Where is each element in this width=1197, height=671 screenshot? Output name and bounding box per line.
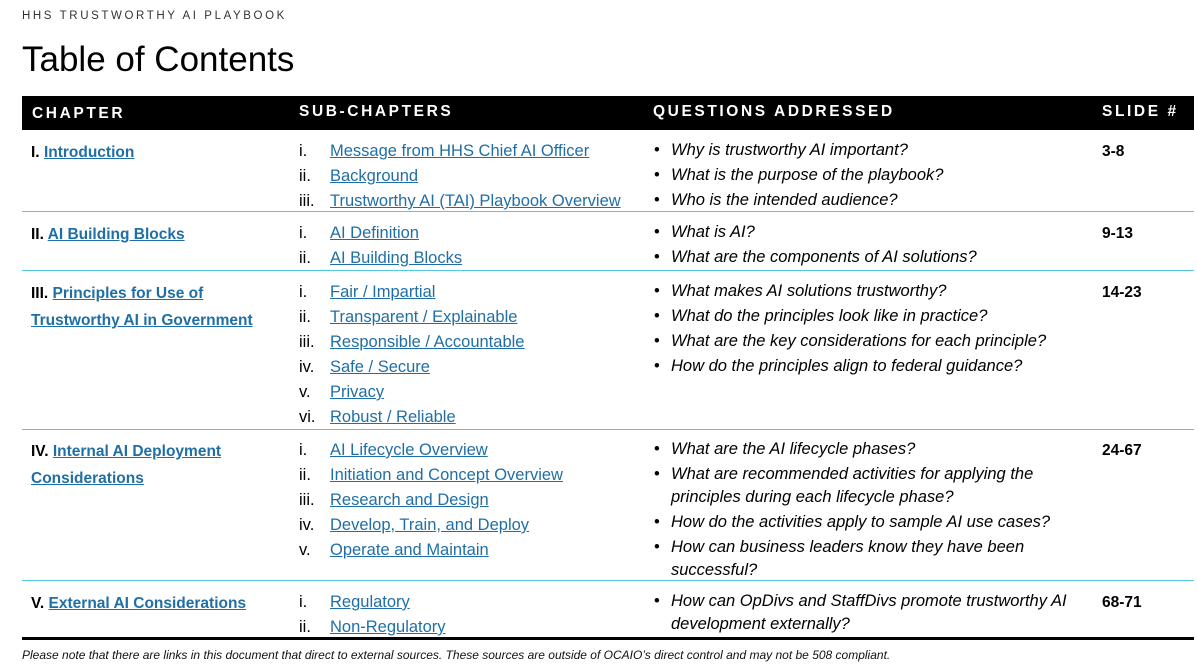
subchapter-numeral: iii. [299, 491, 315, 509]
chapter-number: I. [31, 144, 40, 161]
questions-list [652, 590, 1092, 638]
chapter-link[interactable]: Principles for Use of [52, 285, 204, 302]
subchapter-numeral: i. [299, 283, 308, 301]
subchapter-link[interactable]: Develop, Train, and Deploy [330, 516, 530, 534]
bullet-icon: • [654, 141, 660, 159]
subchapter-link[interactable]: AI Building Blocks [330, 249, 463, 267]
bullet-icon: • [654, 332, 660, 350]
chapter-cell [31, 139, 286, 166]
chapter-cell [31, 590, 286, 617]
bullet-icon: • [654, 513, 660, 531]
bullet-icon: • [654, 592, 660, 610]
table-row [22, 272, 1194, 430]
subchapter-link[interactable]: Message from HHS Chief AI Officer [330, 142, 590, 160]
subchapter-numeral: iii. [299, 192, 315, 210]
subchapter-link[interactable]: Non-Regulatory [330, 618, 446, 636]
subchapter-item [299, 355, 639, 380]
subchapter-link[interactable]: Operate and Maintain [330, 541, 489, 559]
subchapter-numeral: ii. [299, 167, 311, 185]
page-title: Table of Contents [22, 40, 295, 79]
subchapter-item [299, 405, 639, 430]
subchapter-item [299, 305, 639, 330]
bullet-icon: • [654, 440, 660, 458]
question-item [652, 305, 1092, 328]
document-kicker: HHS TRUSTWORTHY AI PLAYBOOK [22, 10, 287, 22]
slide-range: 24-67 [1102, 442, 1142, 459]
subchapter-numeral: i. [299, 441, 308, 459]
question-item [652, 590, 1092, 636]
table-row [22, 582, 1194, 637]
question-text: What are the AI lifecycle phases? [671, 440, 916, 458]
bullet-icon: • [654, 166, 660, 184]
question-text: How can business leaders know they have been successful? [671, 538, 1025, 579]
subchapter-link[interactable]: Initiation and Concept Overview [330, 466, 563, 484]
question-text: What is the purpose of the playbook? [671, 166, 944, 184]
subchapter-numeral: iv. [299, 358, 315, 376]
subchapter-link[interactable]: Responsible / Accountable [330, 333, 525, 351]
subchapter-numeral: ii. [299, 466, 311, 484]
subchapter-item [299, 513, 639, 538]
subchapter-link[interactable]: Robust / Reliable [330, 408, 456, 426]
questions-list [652, 221, 1092, 271]
question-item [652, 221, 1092, 244]
subchapter-numeral: i. [299, 224, 308, 242]
subchapter-numeral: v. [299, 383, 311, 401]
questions-list [652, 139, 1092, 214]
table-header [22, 96, 1194, 130]
question-item [652, 355, 1092, 378]
subchapter-list [299, 139, 639, 214]
bullet-icon: • [654, 282, 660, 300]
question-item [652, 139, 1092, 162]
question-text: How can OpDivs and StaffDivs promote trustworthy AI development externally? [671, 592, 1067, 633]
subchapter-numeral: vi. [299, 408, 316, 426]
slide-range: 3-8 [1102, 143, 1125, 160]
bullet-icon: • [654, 248, 660, 266]
footer-divider [22, 637, 1194, 640]
question-item [652, 511, 1092, 534]
subchapter-numeral: iii. [299, 333, 315, 351]
subchapter-link[interactable]: AI Lifecycle Overview [330, 441, 488, 459]
bullet-icon: • [654, 538, 660, 556]
column-header-chapter: CHAPTER [32, 105, 126, 122]
subchapter-link[interactable]: Safe / Secure [330, 358, 430, 376]
subchapter-item [299, 380, 639, 405]
subchapter-item [299, 189, 639, 214]
subchapter-numeral: v. [299, 541, 311, 559]
subchapter-numeral: i. [299, 142, 308, 160]
questions-list [652, 438, 1092, 584]
question-item [652, 280, 1092, 303]
question-text: Who is the intended audience? [671, 191, 898, 209]
chapter-number: V. [31, 595, 45, 612]
question-item [652, 463, 1092, 509]
subchapter-list [299, 280, 639, 430]
column-header-subchapters: SUB-CHAPTERS [299, 103, 454, 120]
bullet-icon: • [654, 191, 660, 209]
subchapter-item [299, 330, 639, 355]
footnote: Please note that there are links in this document that direct to external sources. These sources are outside of OCAIO’s direct control and may not be 508 compliant. [22, 648, 891, 662]
question-item [652, 246, 1092, 269]
table-row [22, 131, 1194, 212]
bullet-icon: • [654, 357, 660, 375]
question-text: What are recommended activities for applying the principles during each lifecycle phase? [671, 465, 1034, 506]
subchapter-item [299, 438, 639, 463]
subchapter-link[interactable]: Regulatory [330, 593, 410, 611]
chapter-link[interactable]: Internal AI Deployment [52, 443, 222, 460]
question-item [652, 438, 1092, 461]
bullet-icon: • [654, 465, 660, 483]
table-row [22, 213, 1194, 271]
subchapter-link[interactable]: AI Definition [330, 224, 419, 242]
subchapter-list [299, 590, 639, 640]
subchapter-link[interactable]: Background [330, 167, 419, 185]
subchapter-item [299, 488, 639, 513]
chapter-cell [31, 221, 286, 248]
question-item [652, 330, 1092, 353]
subchapter-numeral: ii. [299, 308, 311, 326]
subchapter-list [299, 438, 639, 563]
bullet-icon: • [654, 307, 660, 325]
slide-range: 14-23 [1102, 284, 1142, 301]
question-text: Why is trustworthy AI important? [671, 141, 908, 159]
chapter-number: III. [31, 285, 49, 302]
subchapter-item [299, 164, 639, 189]
chapter-number: II. [31, 226, 44, 243]
subchapter-item [299, 590, 639, 615]
subchapter-item [299, 246, 639, 271]
subchapter-numeral: iv. [299, 516, 315, 534]
question-item [652, 536, 1092, 582]
question-text: How do the principles align to federal guidance? [671, 357, 1023, 375]
question-text: What are the components of AI solutions? [671, 248, 977, 266]
column-header-slide: SLIDE # [1102, 103, 1179, 120]
subchapter-item [299, 538, 639, 563]
chapter-cell [31, 438, 286, 492]
subchapter-list [299, 221, 639, 271]
subchapter-item [299, 139, 639, 164]
subchapter-numeral: i. [299, 593, 308, 611]
subchapter-link[interactable]: Fair / Impartial [330, 283, 436, 301]
question-text: What are the key considerations for each principle? [671, 332, 1047, 350]
question-item [652, 164, 1092, 187]
subchapter-item [299, 463, 639, 488]
chapter-link[interactable]: Introduction [43, 144, 135, 161]
column-header-questions: QUESTIONS ADDRESSED [653, 103, 895, 120]
bullet-icon: • [654, 223, 660, 241]
chapter-link[interactable]: External AI Considerations [48, 595, 247, 612]
table-row [22, 430, 1194, 581]
chapter-link[interactable]: Trustworthy AI in Government [31, 312, 253, 329]
slide-range: 9-13 [1102, 225, 1134, 242]
question-item [652, 189, 1092, 212]
subchapter-item [299, 280, 639, 305]
subchapter-link[interactable]: Privacy [330, 383, 385, 401]
subchapter-link[interactable]: Research and Design [330, 491, 489, 509]
question-text: What makes AI solutions trustworthy? [671, 282, 947, 300]
chapter-link[interactable]: Considerations [31, 470, 144, 487]
questions-list [652, 280, 1092, 380]
subchapter-numeral: ii. [299, 249, 311, 267]
subchapter-numeral: ii. [299, 618, 311, 636]
subchapter-link[interactable]: Trustworthy AI (TAI) Playbook Overview [330, 192, 621, 210]
question-text: How do the activities apply to sample AI use cases? [671, 513, 1051, 531]
subchapter-item [299, 221, 639, 246]
subchapter-link[interactable]: Transparent / Explainable [330, 308, 518, 326]
chapter-cell [31, 280, 286, 334]
question-text: What is AI? [671, 223, 755, 241]
question-text: What do the principles look like in practice? [671, 307, 988, 325]
chapter-number: IV. [31, 443, 49, 460]
slide-range: 68-71 [1102, 594, 1142, 611]
chapter-link[interactable]: AI Building Blocks [47, 226, 185, 243]
